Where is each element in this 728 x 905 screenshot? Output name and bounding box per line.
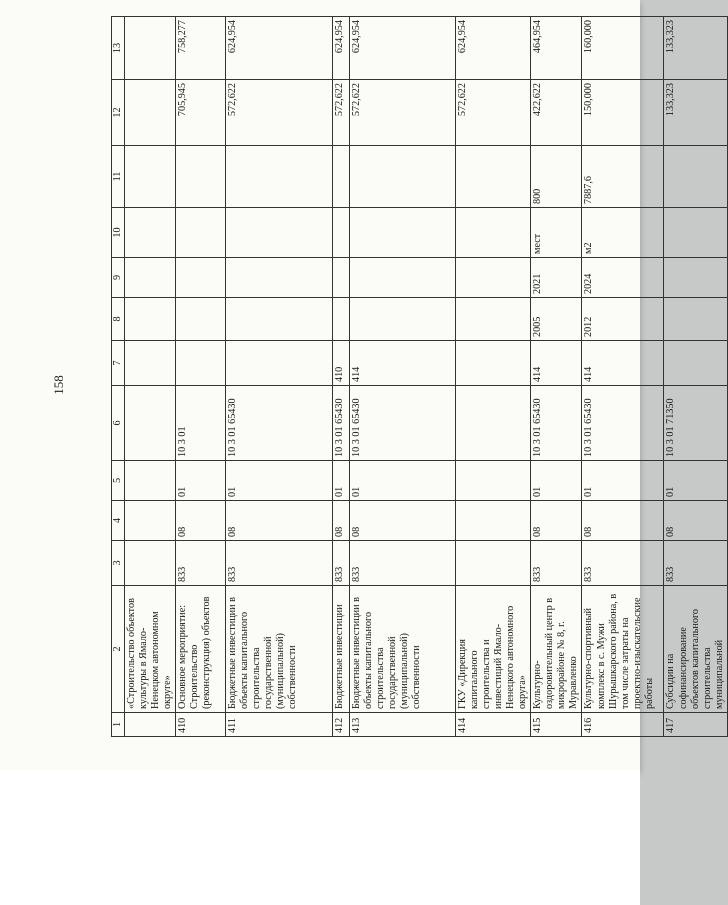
page-number: 158 — [51, 375, 66, 395]
table-cell-col-7: 414 — [582, 341, 664, 386]
header-cell: 9 — [112, 258, 125, 298]
table-cell-col-11 — [456, 146, 531, 208]
table-cell-col-6: 10 3 01 65430 — [582, 386, 664, 461]
table-cell-col-10 — [226, 208, 333, 258]
table-cell-col-6: 10 3 01 65430 — [333, 386, 350, 461]
table-cell-col-10: мест — [531, 208, 582, 258]
table-cell-col-7: 414 — [350, 341, 456, 386]
table-cell-col-5 — [125, 461, 176, 501]
table-cell-col-11: 7887,6 — [582, 146, 664, 208]
table-cell-col-4: 08 — [333, 501, 350, 541]
table-cell-col-10: м2 — [582, 208, 664, 258]
table-cell-col-3: 833 — [664, 541, 727, 586]
table-cell-col-5: 01 — [531, 461, 582, 501]
table-cell-col-9 — [125, 258, 176, 298]
table-cell-col-7: 410 — [333, 341, 350, 386]
table-cell-col-12 — [125, 80, 176, 146]
table-cell-col-8 — [456, 298, 531, 341]
table-cell-col-7 — [664, 341, 727, 386]
table-cell-col-7: 414 — [531, 341, 582, 386]
table-row — [226, 17, 333, 737]
table-cell-col-4: 08 — [531, 501, 582, 541]
table-cell-col-1: 411 — [226, 713, 333, 737]
table-cell-col-1: 415 — [531, 713, 582, 737]
table-cell-col-10 — [350, 208, 456, 258]
table-cell-col-10 — [333, 208, 350, 258]
table-cell-col-3 — [456, 541, 531, 586]
table-cell-col-13: 160,000 — [582, 17, 664, 80]
table-row — [456, 17, 531, 737]
table-cell-col-6: 10 3 01 65430 — [226, 386, 333, 461]
table-cell-col-8 — [125, 298, 176, 341]
table-row — [531, 17, 582, 737]
table-cell-col-9 — [456, 258, 531, 298]
table-row — [125, 17, 176, 737]
table-cell-col-9 — [350, 258, 456, 298]
table-cell-col-13: 624,954 — [350, 17, 456, 80]
table-cell-col-3: 833 — [226, 541, 333, 586]
table-cell-col-7 — [125, 341, 176, 386]
table-cell-col-9 — [176, 258, 226, 298]
table-cell-col-13: 758,277 — [176, 17, 226, 80]
table-cell-col-5: 01 — [226, 461, 333, 501]
table-cell-col-4 — [125, 501, 176, 541]
table-cell-col-4: 08 — [226, 501, 333, 541]
table-cell-col-13: 624,954 — [456, 17, 531, 80]
table-cell-col-8: 2005 — [531, 298, 582, 341]
table-cell-col-5: 01 — [176, 461, 226, 501]
table-cell-col-13 — [125, 17, 176, 80]
table-cell-col-6 — [456, 386, 531, 461]
table-cell-col-12: 705,945 — [176, 80, 226, 146]
table-cell-col-2: Основное мероприятие: Строительство (реконструкция) объектов — [176, 586, 226, 713]
table-cell-col-12: 572,622 — [226, 80, 333, 146]
table-cell-col-6: 10 3 01 65430 — [531, 386, 582, 461]
table-cell-col-5: 01 — [664, 461, 727, 501]
table-cell-col-11 — [350, 146, 456, 208]
table-cell-col-9 — [333, 258, 350, 298]
table-cell-col-8: 2012 — [582, 298, 664, 341]
table-cell-col-1 — [125, 713, 176, 737]
table-cell-col-8 — [350, 298, 456, 341]
header-cell: 13 — [112, 17, 125, 80]
table-cell-col-1: 413 — [350, 713, 456, 737]
header-cell: 3 — [112, 541, 125, 586]
table-cell-col-10 — [664, 208, 727, 258]
table-cell-col-6: 10 3 01 71350 — [664, 386, 727, 461]
table-cell-col-12: 572,622 — [456, 80, 531, 146]
table-cell-col-5 — [456, 461, 531, 501]
table-row — [176, 17, 226, 737]
rotated-table-container — [111, 17, 725, 737]
table-row — [350, 17, 456, 737]
table-cell-col-2: Культурно-оздоровительный центр в микрорайоне № 8, г. Муравленко — [531, 586, 582, 713]
table-cell-col-11 — [226, 146, 333, 208]
table-cell-col-12: 572,622 — [350, 80, 456, 146]
table-cell-col-8 — [176, 298, 226, 341]
table-cell-col-8 — [664, 298, 727, 341]
table-cell-col-8 — [333, 298, 350, 341]
table-cell-col-4: 08 — [582, 501, 664, 541]
table-cell-col-2: Субсидии на софинансирование объектов капитального строительства муниципальной — [664, 586, 727, 713]
table-cell-col-4: 08 — [350, 501, 456, 541]
table-row — [664, 17, 727, 737]
table-cell-col-11: 800 — [531, 146, 582, 208]
table-cell-col-6: 10 3 01 — [176, 386, 226, 461]
table-cell-col-10 — [125, 208, 176, 258]
table-cell-col-11 — [664, 146, 727, 208]
table-cell-col-3 — [125, 541, 176, 586]
table-cell-col-5: 01 — [333, 461, 350, 501]
blank-area — [0, 770, 640, 905]
table-cell-col-8 — [226, 298, 333, 341]
table-cell-col-7 — [456, 341, 531, 386]
table-cell-col-6 — [125, 386, 176, 461]
table-cell-col-3: 833 — [350, 541, 456, 586]
header-cell: 10 — [112, 208, 125, 258]
table-cell-col-1: 410 — [176, 713, 226, 737]
table-cell-col-1: 414 — [456, 713, 531, 737]
table-cell-col-6: 10 3 01 65430 — [350, 386, 456, 461]
table-cell-col-3: 833 — [582, 541, 664, 586]
table-cell-col-10 — [176, 208, 226, 258]
table-row — [333, 17, 350, 737]
table-cell-col-1: 416 — [582, 713, 664, 737]
table-cell-col-7 — [226, 341, 333, 386]
header-cell: 7 — [112, 341, 125, 386]
table-cell-col-13: 624,954 — [226, 17, 333, 80]
table-cell-col-11 — [333, 146, 350, 208]
table-cell-col-7 — [176, 341, 226, 386]
header-cell: 11 — [112, 146, 125, 208]
table-cell-col-5: 01 — [582, 461, 664, 501]
table-cell-col-13: 133,323 — [664, 17, 727, 80]
table-cell-col-4: 08 — [664, 501, 727, 541]
table-cell-col-2: Бюджетные инвестиции — [333, 586, 350, 713]
table-cell-col-12: 133,323 — [664, 80, 727, 146]
table-cell-col-9 — [664, 258, 727, 298]
header-cell: 1 — [112, 713, 125, 737]
header-row — [112, 17, 125, 737]
table-cell-col-5: 01 — [350, 461, 456, 501]
table-cell-col-9 — [226, 258, 333, 298]
header-cell: 2 — [112, 586, 125, 713]
table-cell-col-1: 417 — [664, 713, 727, 737]
header-cell: 6 — [112, 386, 125, 461]
table-cell-col-3: 833 — [531, 541, 582, 586]
budget-table — [111, 16, 728, 737]
table-cell-col-13: 624,954 — [333, 17, 350, 80]
table-row — [582, 17, 664, 737]
table-cell-col-3: 833 — [333, 541, 350, 586]
table-cell-col-1: 412 — [333, 713, 350, 737]
header-cell: 5 — [112, 461, 125, 501]
header-cell: 4 — [112, 501, 125, 541]
table-cell-col-11 — [125, 146, 176, 208]
table-cell-col-2: Культурно-спортивный комплекс в с. Мужи Шурышкарского района, в том числе затраты на проектно-изыскательские работы — [582, 586, 664, 713]
table-cell-col-4: 08 — [176, 501, 226, 541]
table-cell-col-3: 833 — [176, 541, 226, 586]
table-cell-col-9: 2024 — [582, 258, 664, 298]
header-cell: 8 — [112, 298, 125, 341]
table-cell-col-12: 150,000 — [582, 80, 664, 146]
table-cell-col-9: 2021 — [531, 258, 582, 298]
table-cell-col-2: Бюджетные инвестиции в объекты капитального строительства государственной (муниципальной) собственности — [226, 586, 333, 713]
table-cell-col-12: 422,622 — [531, 80, 582, 146]
table-cell-col-10 — [456, 208, 531, 258]
table-cell-col-2: ГКУ «Дирекция капитального строительства и инвестиций Ямало-Ненецкого автономного округа» — [456, 586, 531, 713]
table-cell-col-12: 572,622 — [333, 80, 350, 146]
table-cell-col-13: 464,954 — [531, 17, 582, 80]
table-cell-col-2: Бюджетные инвестиции в объекты капитального строительства государственной (муниципальной) собственности — [350, 586, 456, 713]
header-cell: 12 — [112, 80, 125, 146]
table-cell-col-4 — [456, 501, 531, 541]
table-cell-col-2: «Строительство объектов культуры в Ямало-Ненецком автономном округе» — [125, 586, 176, 713]
table-cell-col-11 — [176, 146, 226, 208]
